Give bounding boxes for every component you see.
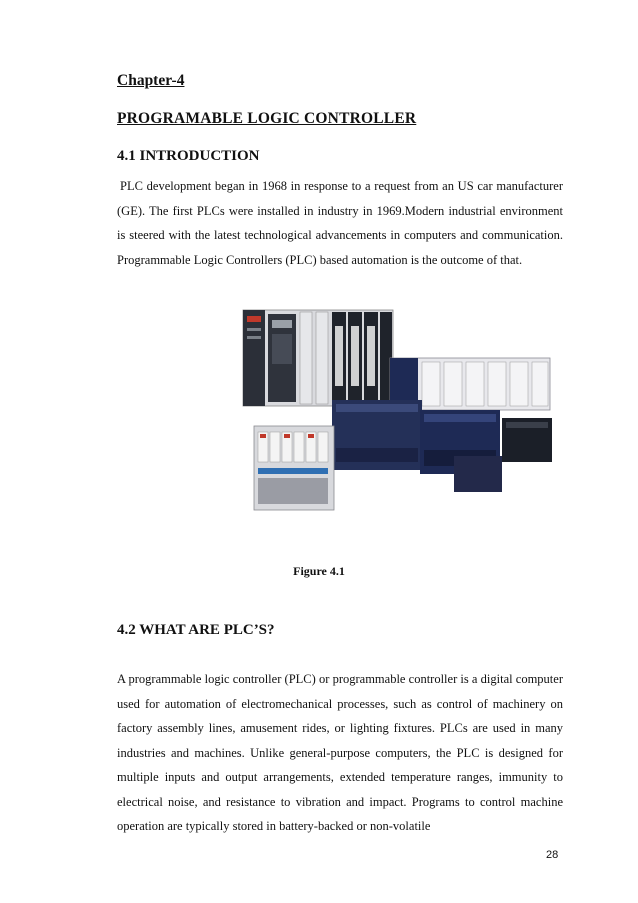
- chapter-title: PROGRAMABLE LOGIC CONTROLLER: [117, 110, 417, 127]
- page-number: 28: [546, 849, 559, 861]
- section-heading-what-are-plcs: 4.2 WHAT ARE PLC’S?: [117, 622, 275, 638]
- compact-plc-units: [332, 400, 552, 492]
- introduction-paragraph: PLC development began in 1968 in response to a request from an US car manufacturer (GE). The first PLCs were installed in industry in 1969.Modern industrial environment is steered with the latest technological advancements in computers and communication. Programmable Logic Controllers (PLC) based automation is the outcome of that.: [117, 179, 563, 267]
- section-heading-introduction: 4.1 INTRODUCTION: [117, 148, 260, 164]
- plc-devices-figure: [240, 300, 570, 520]
- chapter-label: Chapter-4: [117, 72, 185, 89]
- terminal-block-module: [254, 426, 334, 510]
- rack-plc-module: [243, 310, 393, 406]
- what-are-plcs-paragraph: A programmable logic controller (PLC) or programmable controller is a digital computer used for automation of electromechanical processes, such as control of machinery on factory assembly lines, amusement rides, or lighting fixtures. PLCs are used in many industries and machines. Unlike general-purpose computers, the PLC is designed for multiple inputs and output arrangements, extended temperature ranges, immunity to electrical noise, and resistance to vibration and impact. Programs to control machine operation are typically stored in battery-backed or non-volatile: [117, 672, 563, 833]
- figure-caption: Figure 4.1: [293, 564, 345, 578]
